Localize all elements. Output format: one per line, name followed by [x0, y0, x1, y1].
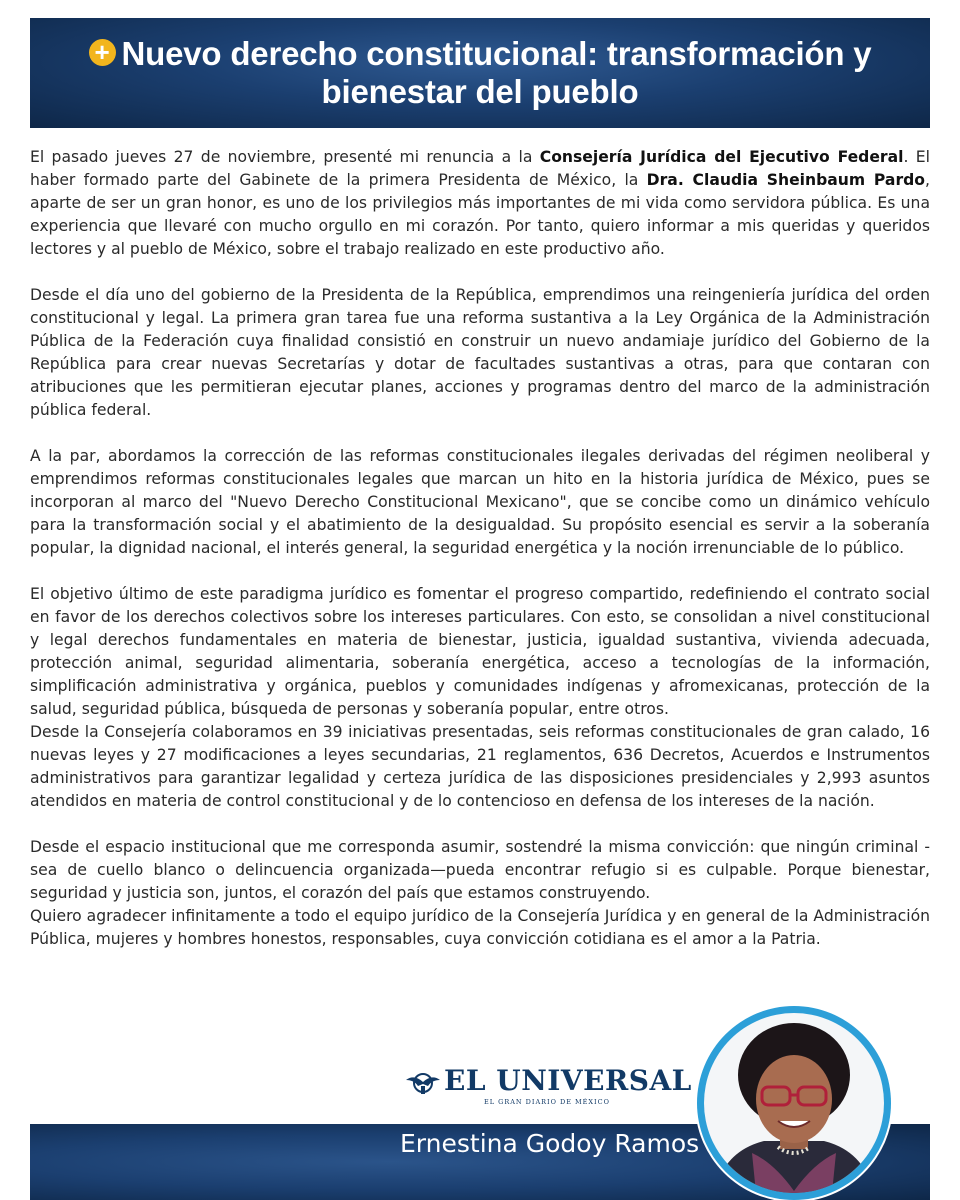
- author-name: Ernestina Godoy Ramos: [400, 1129, 700, 1158]
- plus-circle-icon: +: [89, 39, 116, 66]
- paragraph-4: El objetivo último de este paradigma jurídico es fomentar el progreso compartido, redefiniendo el contrato social en favor de los derechos colectivos sobre los intereses particulares. Con esto, se consolidan a nivel constitucional y legal derechos fundamentales en materia de bienestar, justicia, igualdad sustantiva, vivienda adecuada, protección animal, seguridad alimentaria, soberanía energética, acceso a tecnologías de la información, simplificación administrativa y orgánica, pueblos y comunidades indígenas y afromexicanas, protección de la salud, seguridad pública, búsqueda de personas y soberanía popular, entre otros.: [30, 585, 930, 718]
- eagle-emblem-icon: [404, 1068, 442, 1098]
- el-universal-logo: [404, 1064, 692, 1112]
- author-portrait-illustration: [704, 1013, 884, 1193]
- paragraph-2: Desde el día uno del gobierno de la Presidenta de la República, emprendimos una reingeniería jurídica del orden constitucional y legal. La primera gran tarea fue una reforma sustantiva a la Ley Orgánica de la Administración Pública de la Federación cuya finalidad consistió en construir un nuevo andamiaje jurídico del Gobierno de la República para crear nuevas Secretarías y dotar de facultades sustantivas a otras, para que contaran con atribuciones que les permitieran ejecutar planes, acciones y programas dentro del marco de la administración pública federal.: [30, 286, 930, 419]
- paragraph-6: Desde el espacio institucional que me corresponda asumir, sostendré la misma convicción: que ningún criminal -sea de cuello blanco o delincuencia organizada—pueda encontrar refugio si es culpable. Porque bienestar, seguridad y justicia son, juntos, el corazón del país que estamos construyendo.: [30, 838, 930, 902]
- article-body: [30, 146, 930, 951]
- paragraph-1: El pasado jueves 27 de noviembre, presenté mi renuncia a la Consejería Jurídica del Ejecutivo Federal. El haber formado parte del Gabinete de la primera Presidenta de México, la Dra. Claudia Sheinbaum Pardo, aparte de ser un gran honor, es uno de los privilegios más importantes de mi vida como servidora pública. Es una experiencia que llevaré con mucho orgullo en mi corazón. Por tanto, quiero informar a mis queridas y queridos lectores y al pueblo de México, sobre el trabajo realizado en este productivo año.: [30, 148, 930, 258]
- author-photo: [697, 1006, 891, 1200]
- paragraph-7: Quiero agradecer infinitamente a todo el equipo jurídico de la Consejería Jurídica y en general de la Administración Pública, mujeres y hombres honestos, responsables, cuya convicción cotidiana es el amor a la Patria.: [30, 907, 930, 948]
- bold-president-name: Dra. Claudia Sheinbaum Pardo: [646, 171, 926, 189]
- header-banner: [30, 18, 930, 128]
- logo-name: EL UNIVERSAL: [444, 1064, 692, 1097]
- logo-tagline: EL GRAN DIARIO DE MÉXICO: [484, 1098, 610, 1106]
- article-title: + Nuevo derecho constitucional: transformación y bienestar del pueblo: [30, 35, 930, 111]
- paragraph-3: A la par, abordamos la corrección de las reformas constitucionales ilegales derivadas del régimen neoliberal y emprendimos reformas constitucionales legales que marcan un hito en la historia jurídica de México, pues se incorporan al marco del "Nuevo Derecho Constitucional Mexicano", que se concibe como un dinámico vehículo para la transformación social y el abatimiento de la desigualdad. Su propósito esencial es servir a la soberanía popular, la dignidad nacional, el interés general, la seguridad energética y la noción irrenunciable de lo público.: [30, 447, 930, 557]
- paragraph-5: Desde la Consejería colaboramos en 39 iniciativas presentadas, seis reformas constitucionales de gran calado, 16 nuevas leyes y 27 modificaciones a leyes secundarias, 21 reglamentos, 636 Decretos, Acuerdos e Instrumentos administrativos para garantizar legalidad y certeza jurídica de las disposiciones presidenciales y 2,993 asuntos atendidos en materia de control constitucional y de lo contencioso en defensa de los intereses de la nación.: [30, 723, 930, 810]
- bold-consejeria: Consejería Jurídica del Ejecutivo Federal: [539, 148, 904, 166]
